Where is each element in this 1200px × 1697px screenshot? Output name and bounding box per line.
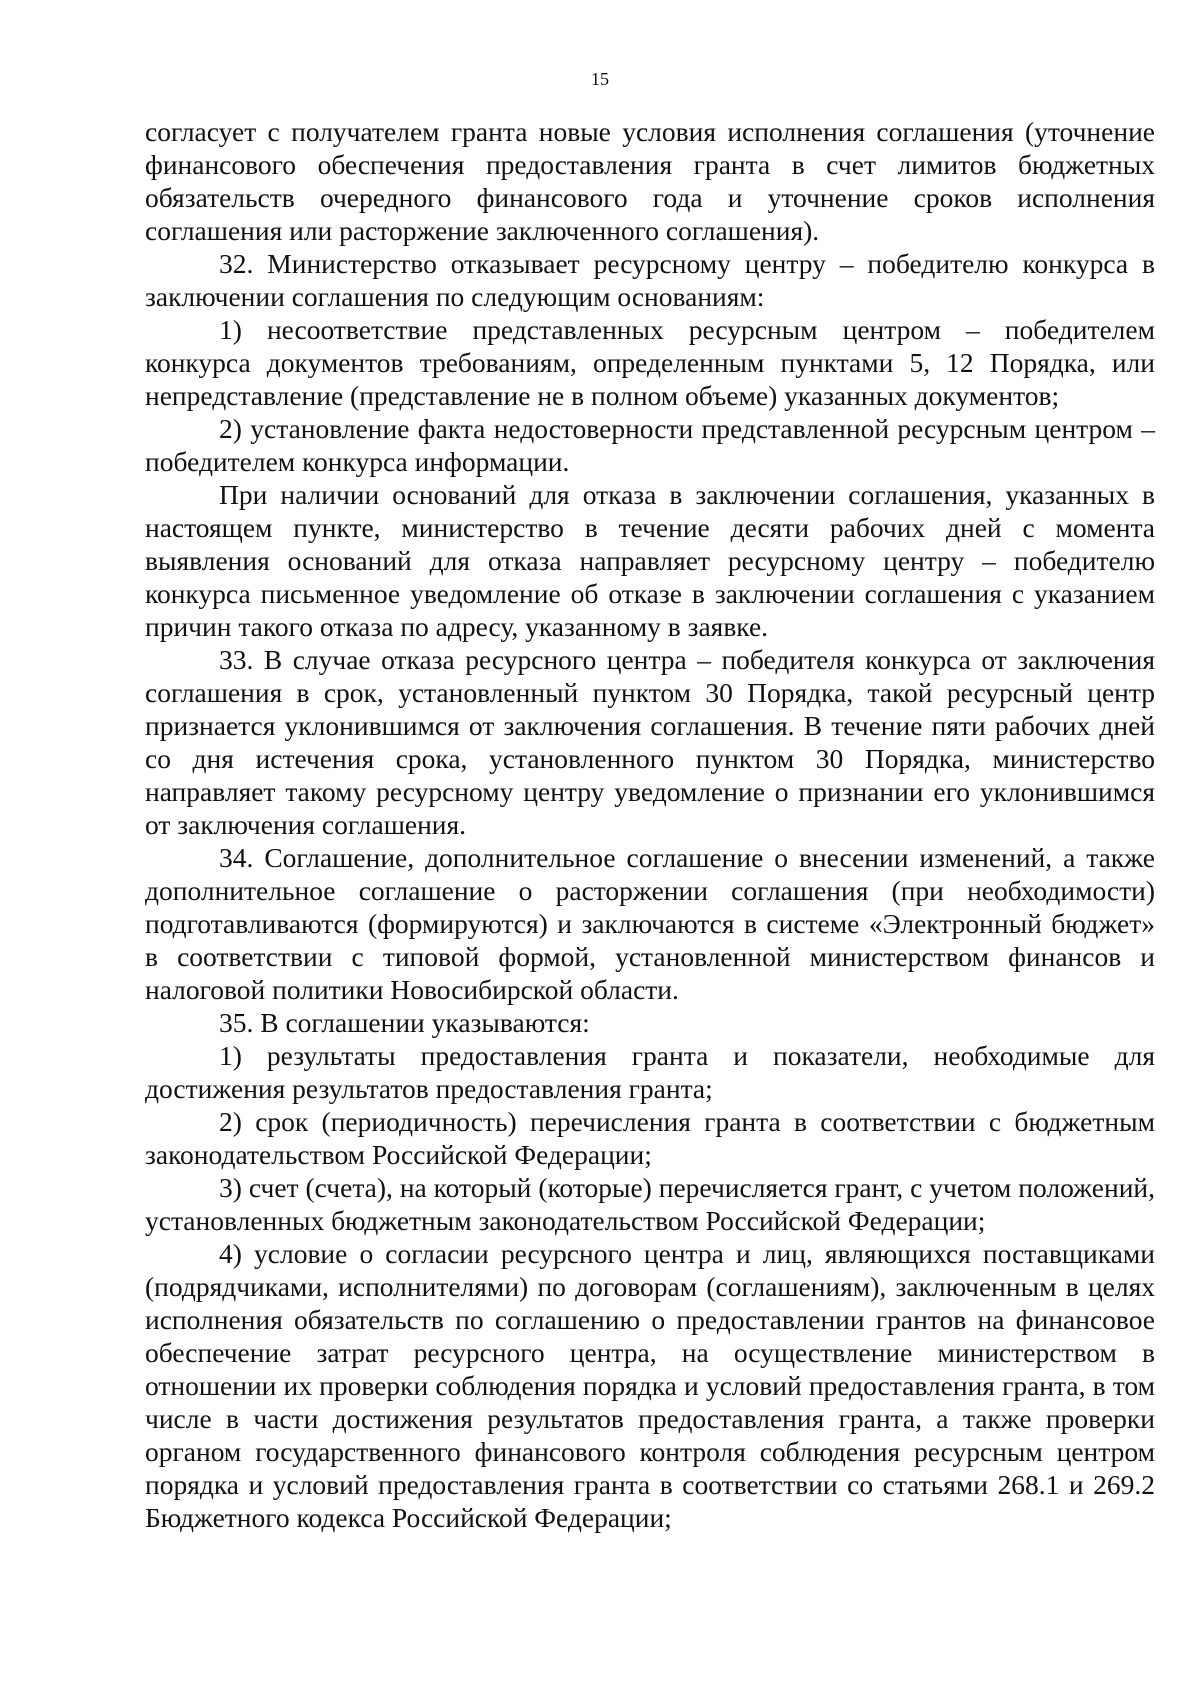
paragraph-clause-35: 35. В соглашении указываются: xyxy=(219,1007,590,1038)
page-number: 15 xyxy=(591,69,609,89)
paragraph-clause-35-item-2: 2) срок (периодичность) перечисления гранта в соответствии с бюджетным законодательством Российской Федерации; xyxy=(145,1106,1155,1170)
document-body xyxy=(145,115,1155,1534)
paragraph-clause-32-item-2: 2) установление факта недостоверности представленной ресурсным центром – победителем конкурса информации. xyxy=(145,413,1155,477)
paragraph-clause-35-item-1: 1) результаты предоставления гранта и показатели, необходимые для достижения результатов предоставления гранта; xyxy=(145,1040,1155,1104)
paragraph-refusal-notice: При наличии оснований для отказа в заключении соглашения, указанных в настоящем пункте, министерство в течение десяти рабочих дней с момента выявления оснований для отказа направляет ресурсному центру – победителю конкурса письменное уведомление об отказе в заключении соглашения с указанием причин такого отказа по адресу, указанному в заявке. xyxy=(145,479,1155,642)
paragraph-clause-35-item-3: 3) счет (счета), на который (которые) перечисляется грант, с учетом положений, установленных бюджетным законодательством Российской Федерации; xyxy=(145,1172,1155,1236)
paragraph-clause-35-item-4: 4) условие о согласии ресурсного центра и лиц, являющихся поставщиками (подрядчиками, исполнителями) по договорам (соглашениям), заключенным в целях исполнения обязательств по соглашению о предоставлении грантов на финансовое обеспечение затрат ресурсного центра, на осуществление министерством в отношении их проверки соблюдения порядка и условий предоставления гранта, в том числе в части достижения результатов предоставления гранта, а также проверки органом государственного финансового контроля соблюдения ресурсным центром порядка и условий предоставления гранта в соответствии со статьями 268.1 и 269.2 Бюджетного кодекса Российской Федерации; xyxy=(145,1238,1155,1533)
paragraph-clause-33: 33. В случае отказа ресурсного центра – победителя конкурса от заключения соглашения в срок, установленный пунктом 30 Порядка, такой ресурсный центр признается уклонившимся от заключения соглашения. В течение пяти рабочих дней со дня истечения срока, установленного пунктом 30 Порядка, министерство направляет такому ресурсному центру уведомление о признании его уклонившимся от заключения соглашения. xyxy=(145,644,1155,840)
paragraph-clause-34: 34. Соглашение, дополнительное соглашение о внесении изменений, а также дополнительное соглашение о расторжении соглашения (при необходимости) подготавливаются (формируются) и заключаются в системе «Электронный бюджет» в соответствии с типовой формой, установленной министерством финансов и налоговой политики Новосибирской области. xyxy=(145,842,1155,1005)
paragraph-clause-32-item-1: 1) несоответствие представленных ресурсным центром – победителем конкурса документов требованиям, определенным пунктами 5, 12 Порядка, или непредставление (представление не в полном объеме) указанных документов; xyxy=(145,314,1155,411)
paragraph-clause-32: 32. Министерство отказывает ресурсному центру – победителю конкурса в заключении соглашения по следующим основаниям: xyxy=(145,248,1155,312)
paragraph-continuation: согласует с получателем гранта новые условия исполнения соглашения (уточнение финансового обеспечения предоставления гранта в счет лимитов бюджетных обязательств очередного финансового года и уточнение сроков исполнения соглашения или расторжение заключенного соглашения). xyxy=(145,116,1155,246)
